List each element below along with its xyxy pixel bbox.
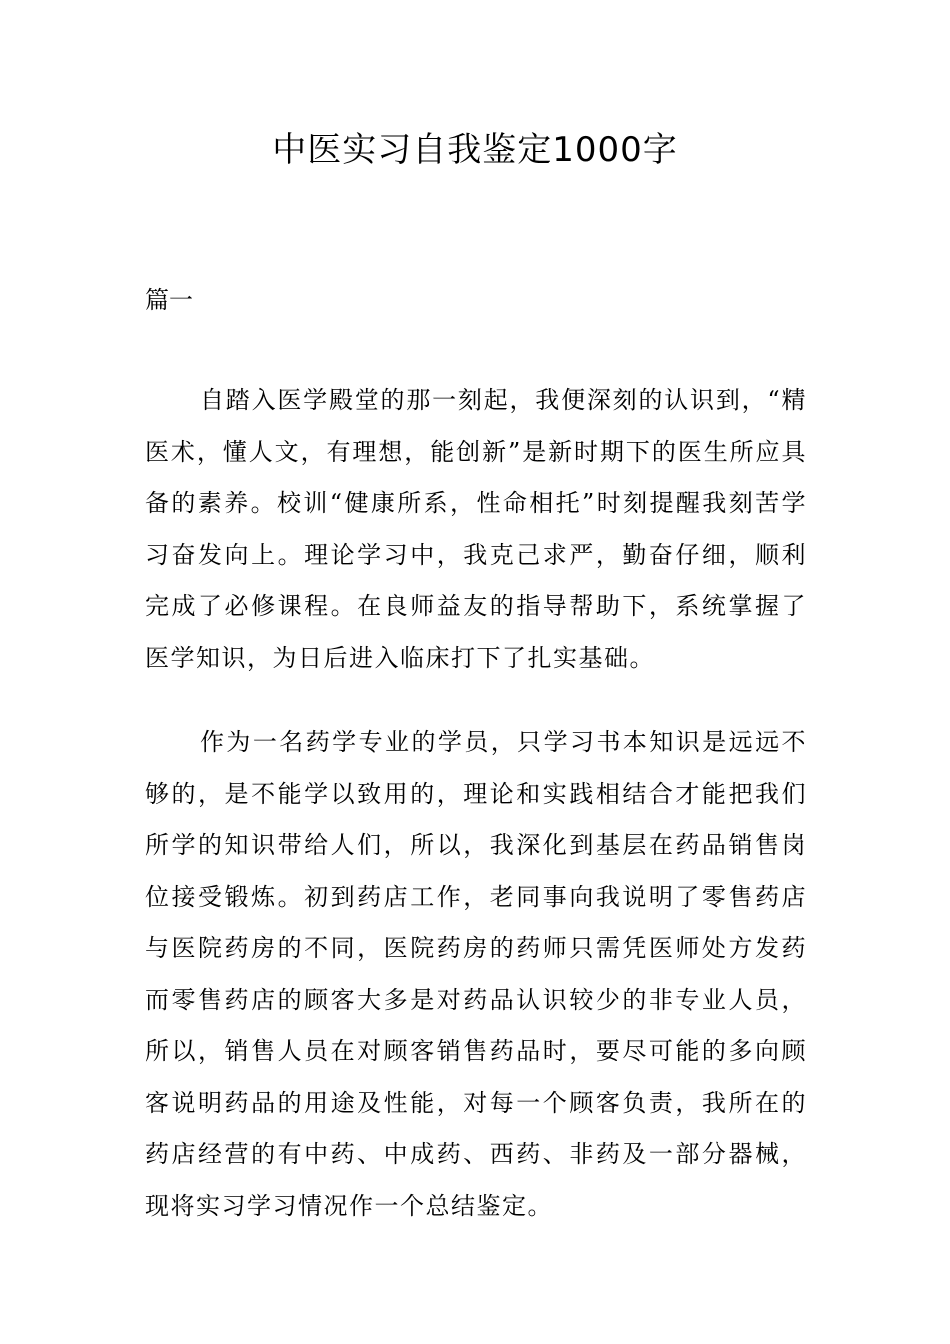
section-label: 篇一 — [145, 286, 193, 314]
body-paragraph-2: 作为一名药学专业的学员，只学习书本知识是远远不够的，是不能学以致用的，理论和实践相结合才能把我们所学的知识带给人们，所以，我深化到基层在药品销售岗位接受锻炼。初到药店工作，老同事向我说明了零售药店与医院药房的不同，医院药房的药师只需凭医师处方发药而零售药店的顾客大多是对药品认识较少的非专业人员，所以，销售人员在对顾客销售药品时，要尽可能的多向顾客说明药品的用途及性能，对每一个顾客负责，我所在的药店经营的有中药、中成药、西药、非药及一部分器械，现将实习学习情况作一个总结鉴定。 — [145, 728, 807, 1220]
document-title: 中医实习自我鉴定1000字 — [272, 130, 678, 170]
body-paragraph-1: 自踏入医学殿堂的那一刻起，我便深刻的认识到，“精医术，懂人文，有理想，能创新”是新时期下的医生所应具备的素养。校训“健康所系，性命相托”时刻提醒我刻苦学习奋发向上。理论学习中，我克己求严，勤奋仔细，顺利完成了必修课程。在良师益友的指导帮助下，系统掌握了医学知识，为日后进入临床打下了扎实基础。 — [145, 386, 807, 672]
